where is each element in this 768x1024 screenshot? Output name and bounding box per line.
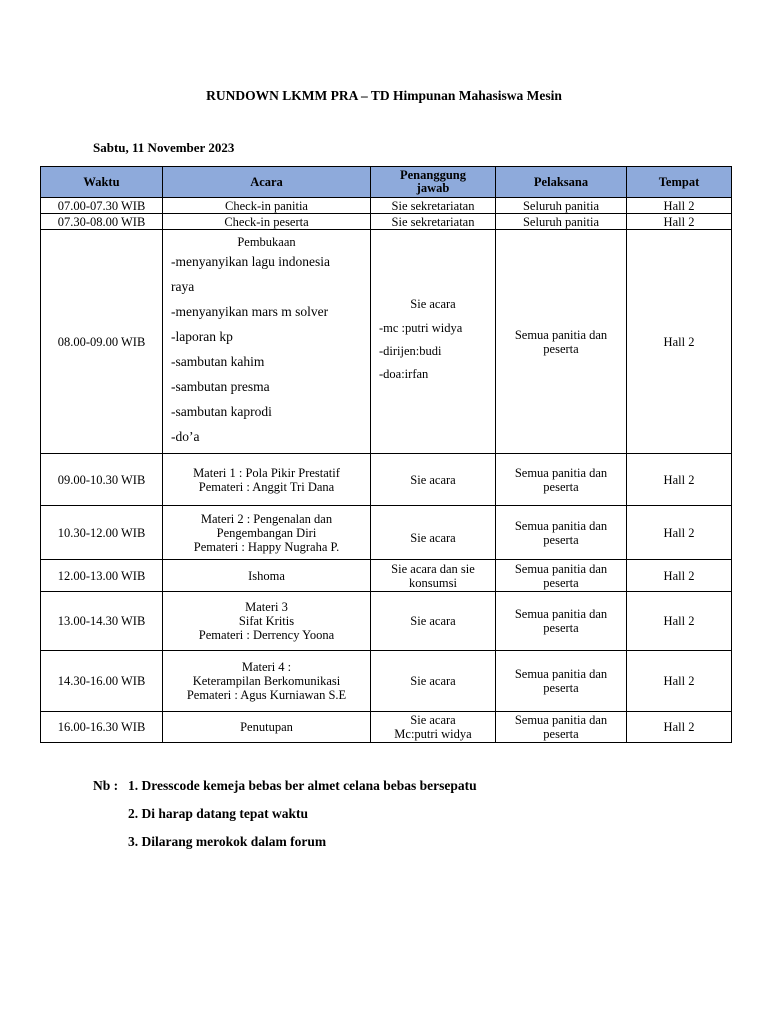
header-acara: Acara: [163, 167, 371, 198]
cell-pelaksana: [496, 712, 627, 743]
cell-acara: [163, 454, 371, 506]
acara-line: Pemateri : Derrency Yoona: [198, 628, 335, 642]
cell-waktu: 09.00-10.30 WIB: [41, 454, 163, 506]
cell-tempat: Hall 2: [627, 230, 732, 454]
cell-acara: [163, 506, 371, 560]
acara-line: Materi 3: [245, 600, 288, 614]
cell-acara: [163, 651, 371, 712]
cell-tempat: Hall 2: [627, 592, 732, 651]
cell-pj: Sie acara: [371, 651, 496, 712]
pelaksana-line: Semua panitia dan: [514, 465, 608, 480]
cell-waktu: 12.00-13.00 WIB: [41, 560, 163, 592]
list-item: -doa:irfan: [379, 367, 429, 381]
note-text: 2. Di harap datang tepat waktu: [128, 806, 309, 821]
cell-waktu: 07.30-08.00 WIB: [41, 214, 163, 230]
cell-pelaksana: Seluruh panitia: [496, 214, 627, 230]
rundown-table: [40, 166, 732, 743]
table-row: [41, 198, 732, 214]
pelaksana-line: peserta: [543, 681, 579, 695]
table-row: [41, 506, 732, 560]
acara-line: Pemateri : Anggit Tri Dana: [198, 479, 335, 494]
pj-heading: Sie acara: [410, 297, 456, 311]
pelaksana-line: peserta: [543, 479, 579, 494]
pelaksana-line: peserta: [543, 532, 579, 547]
list-item: raya: [171, 278, 195, 294]
pelaksana-line: Semua panitia dan: [514, 518, 608, 533]
pj-line: Sie acara dan sie: [391, 561, 475, 576]
pelaksana-line: peserta: [543, 621, 579, 635]
list-item: -menyanyikan lagu indonesia: [171, 253, 330, 269]
acara-line: Pemateri : Happy Nugraha P.: [193, 539, 340, 554]
header-tempat: Tempat: [627, 167, 732, 198]
cell-pj: [371, 560, 496, 592]
document-title: RUNDOWN LKMM PRA – TD Himpunan Mahasiswa Mesin: [206, 88, 562, 103]
cell-tempat: Hall 2: [627, 506, 732, 560]
table-row: [41, 712, 732, 743]
cell-pj: Sie acara: [371, 592, 496, 651]
cell-waktu: 16.00-16.30 WIB: [41, 712, 163, 743]
cell-acara: Penutupan: [163, 712, 371, 743]
cell-acara: Ishoma: [163, 560, 371, 592]
cell-pj: [371, 230, 496, 454]
cell-acara: [163, 592, 371, 651]
pelaksana-line: peserta: [543, 341, 579, 356]
list-item: -sambutan kaprodi: [171, 403, 272, 419]
header-waktu: Waktu: [41, 167, 163, 198]
cell-acara: Check-in panitia: [163, 198, 371, 214]
cell-tempat: Hall 2: [627, 214, 732, 230]
acara-line: Materi 1 : Pola Pikir Prestatif: [193, 465, 340, 480]
list-item: -sambutan kahim: [171, 353, 265, 369]
table-row: [41, 592, 732, 651]
pj-line: Mc:putri widya: [394, 727, 472, 741]
cell-pj: [371, 712, 496, 743]
pj-line: Sie acara: [410, 713, 456, 727]
header-pelaksana: Pelaksana: [496, 167, 627, 198]
header-pj-line2: jawab: [416, 181, 450, 195]
pelaksana-line: peserta: [543, 575, 579, 590]
pj-list: [375, 317, 491, 386]
cell-pelaksana: [496, 560, 627, 592]
list-item: -mc :putri widya: [379, 321, 463, 335]
list-item: -dirijen:budi: [379, 344, 442, 358]
table-row: [41, 560, 732, 592]
acara-heading: Pembukaan: [237, 234, 296, 249]
cell-waktu: 13.00-14.30 WIB: [41, 592, 163, 651]
pelaksana-line: Semua panitia dan: [514, 327, 608, 342]
cell-pj: Sie acara: [371, 506, 496, 560]
table-row: [41, 651, 732, 712]
pelaksana-line: Semua panitia dan: [514, 607, 608, 621]
cell-tempat: Hall 2: [627, 712, 732, 743]
cell-pj: Sie sekretariatan: [371, 198, 496, 214]
cell-waktu: 10.30-12.00 WIB: [41, 506, 163, 560]
note-item: [93, 828, 477, 856]
acara-line: Pengembangan Diri: [216, 525, 317, 540]
acara-line: Pemateri : Agus Kurniawan S.E: [186, 688, 347, 702]
pelaksana-line: Semua panitia dan: [514, 667, 608, 681]
cell-tempat: Hall 2: [627, 560, 732, 592]
cell-waktu: 14.30-16.00 WIB: [41, 651, 163, 712]
pelaksana-line: peserta: [543, 727, 579, 741]
pelaksana-line: Semua panitia dan: [514, 713, 608, 727]
cell-pj: Sie acara: [371, 454, 496, 506]
header-penanggung-jawab: [371, 167, 496, 198]
table-row: [41, 214, 732, 230]
note-item: [93, 800, 477, 828]
cell-tempat: Hall 2: [627, 651, 732, 712]
note-text: 1. Dresscode kemeja bebas ber almet celana bebas bersepatu: [128, 778, 477, 793]
acara-list: [167, 249, 366, 449]
acara-line: Sifat Kritis: [238, 614, 295, 628]
cell-waktu: 07.00-07.30 WIB: [41, 198, 163, 214]
cell-acara: [163, 230, 371, 454]
list-item: -laporan kp: [171, 328, 233, 344]
list-item: -menyanyikan mars m solver: [171, 303, 329, 319]
cell-waktu: 08.00-09.00 WIB: [41, 230, 163, 454]
cell-pelaksana: [496, 592, 627, 651]
cell-pelaksana: [496, 454, 627, 506]
list-item: -sambutan presma: [171, 378, 270, 394]
cell-pelaksana: [496, 506, 627, 560]
list-item: -do’a: [171, 428, 200, 444]
cell-pelaksana: [496, 230, 627, 454]
acara-line: Materi 4 :: [241, 660, 292, 674]
cell-pj: Sie sekretariatan: [371, 214, 496, 230]
header-pj-line1: Penanggung: [400, 168, 466, 182]
table-row: [41, 230, 732, 454]
note-item: [93, 772, 477, 800]
notes-label: Nb :: [93, 778, 119, 793]
table-header-row: [41, 167, 732, 198]
pelaksana-line: Semua panitia dan: [514, 561, 608, 576]
table-row: [41, 454, 732, 506]
cell-acara: Check-in peserta: [163, 214, 371, 230]
acara-line: Keterampilan Berkomunikasi: [192, 674, 341, 688]
cell-tempat: Hall 2: [627, 454, 732, 506]
event-date: Sabtu, 11 November 2023: [93, 140, 235, 155]
pj-line: konsumsi: [409, 575, 457, 590]
cell-pelaksana: [496, 651, 627, 712]
cell-pelaksana: Seluruh panitia: [496, 198, 627, 214]
notes-section: [93, 772, 477, 856]
cell-tempat: Hall 2: [627, 198, 732, 214]
note-text: 3. Dilarang merokok dalam forum: [128, 834, 327, 849]
acara-line: Materi 2 : Pengenalan dan: [200, 511, 333, 526]
